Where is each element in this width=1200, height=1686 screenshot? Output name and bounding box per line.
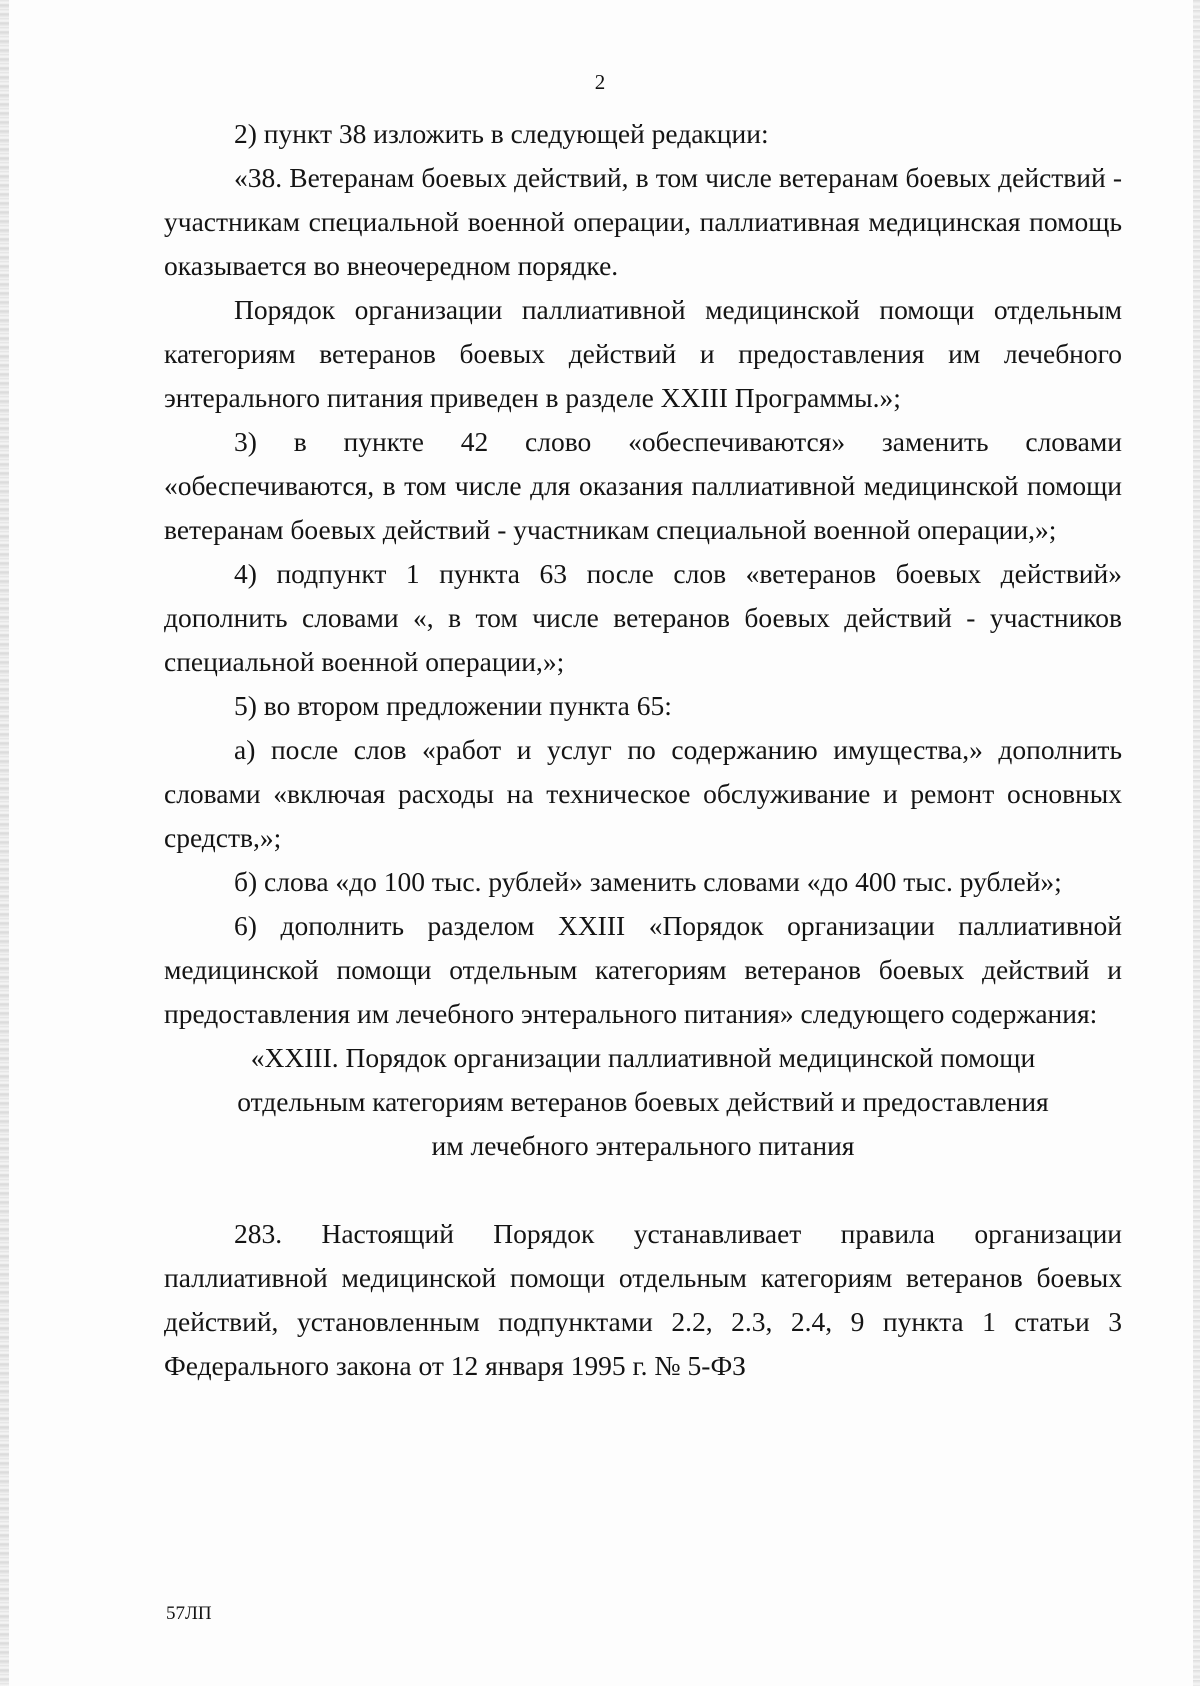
spacer: [164, 1168, 1122, 1212]
document-body: [164, 112, 1122, 1388]
paragraph-item-5: 5) во втором предложении пункта 65:: [234, 690, 672, 721]
paragraph-item-2: 2) пункт 38 изложить в следующей редакции:: [234, 118, 769, 149]
section-heading-line-2: отдельным категориям ветеранов боевых действий и предоставления: [237, 1086, 1049, 1117]
section-heading: [164, 1036, 1122, 1168]
paragraph-procedure-reference: Порядок организации паллиативной медицинской помощи отдельным категориям ветеранов боевых действий и предоставления им лечебного энтерального питания приведен в разделе XXIII Программы.»;: [164, 294, 1122, 413]
page-number: 2: [594, 70, 606, 94]
paragraph-item-6: 6) дополнить разделом XXIII «Порядок организации паллиативной медицинской помощи отдельным категориям ветеранов боевых действий и предоставления им лечебного энтерального питания» следующего содержания:: [164, 910, 1122, 1029]
section-heading-line-3: им лечебного энтерального питания: [431, 1130, 855, 1161]
paragraph-clause-283: 283. Настоящий Порядок устанавливает правила организации паллиативной медицинской помощи отдельным категориям ветеранов боевых действий, установленным подпунктами 2.2, 2.3, 2.4, 9 пункта 1 статьи 3 Федерального закона от 12 января 1995 г. № 5-ФЗ: [164, 1218, 1122, 1381]
scan-edge-right: [1193, 0, 1200, 1686]
scan-edge-left: [0, 0, 9, 1686]
footer-document-code: 57ЛП: [166, 1603, 212, 1624]
paragraph-item-4: 4) подпункт 1 пункта 63 после слов «ветеранов боевых действий» дополнить словами «, в том числе ветеранов боевых действий - участников специальной военной операции,»;: [164, 558, 1122, 677]
paragraph-item-3: 3) в пункте 42 слово «обеспечиваются» заменить словами «обеспечиваются, в том числе для оказания паллиативной медицинской помощи ветеранам боевых действий - участникам специальной военной операции,»;: [164, 426, 1122, 545]
section-heading-line-1: «XXIII. Порядок организации паллиативной медицинской помощи: [250, 1042, 1036, 1073]
paragraph-item-5a: а) после слов «работ и услуг по содержанию имущества,» дополнить словами «включая расходы на техническое обслуживание и ремонт основных средств,»;: [164, 734, 1122, 853]
paragraph-item-5b: б) слова «до 100 тыс. рублей» заменить словами «до 400 тыс. рублей»;: [234, 866, 1062, 897]
paragraph-point-38: «38. Ветеранам боевых действий, в том числе ветеранам боевых действий - участникам специальной военной операции, паллиативная медицинская помощь оказывается во внеочередном порядке.: [164, 162, 1122, 281]
